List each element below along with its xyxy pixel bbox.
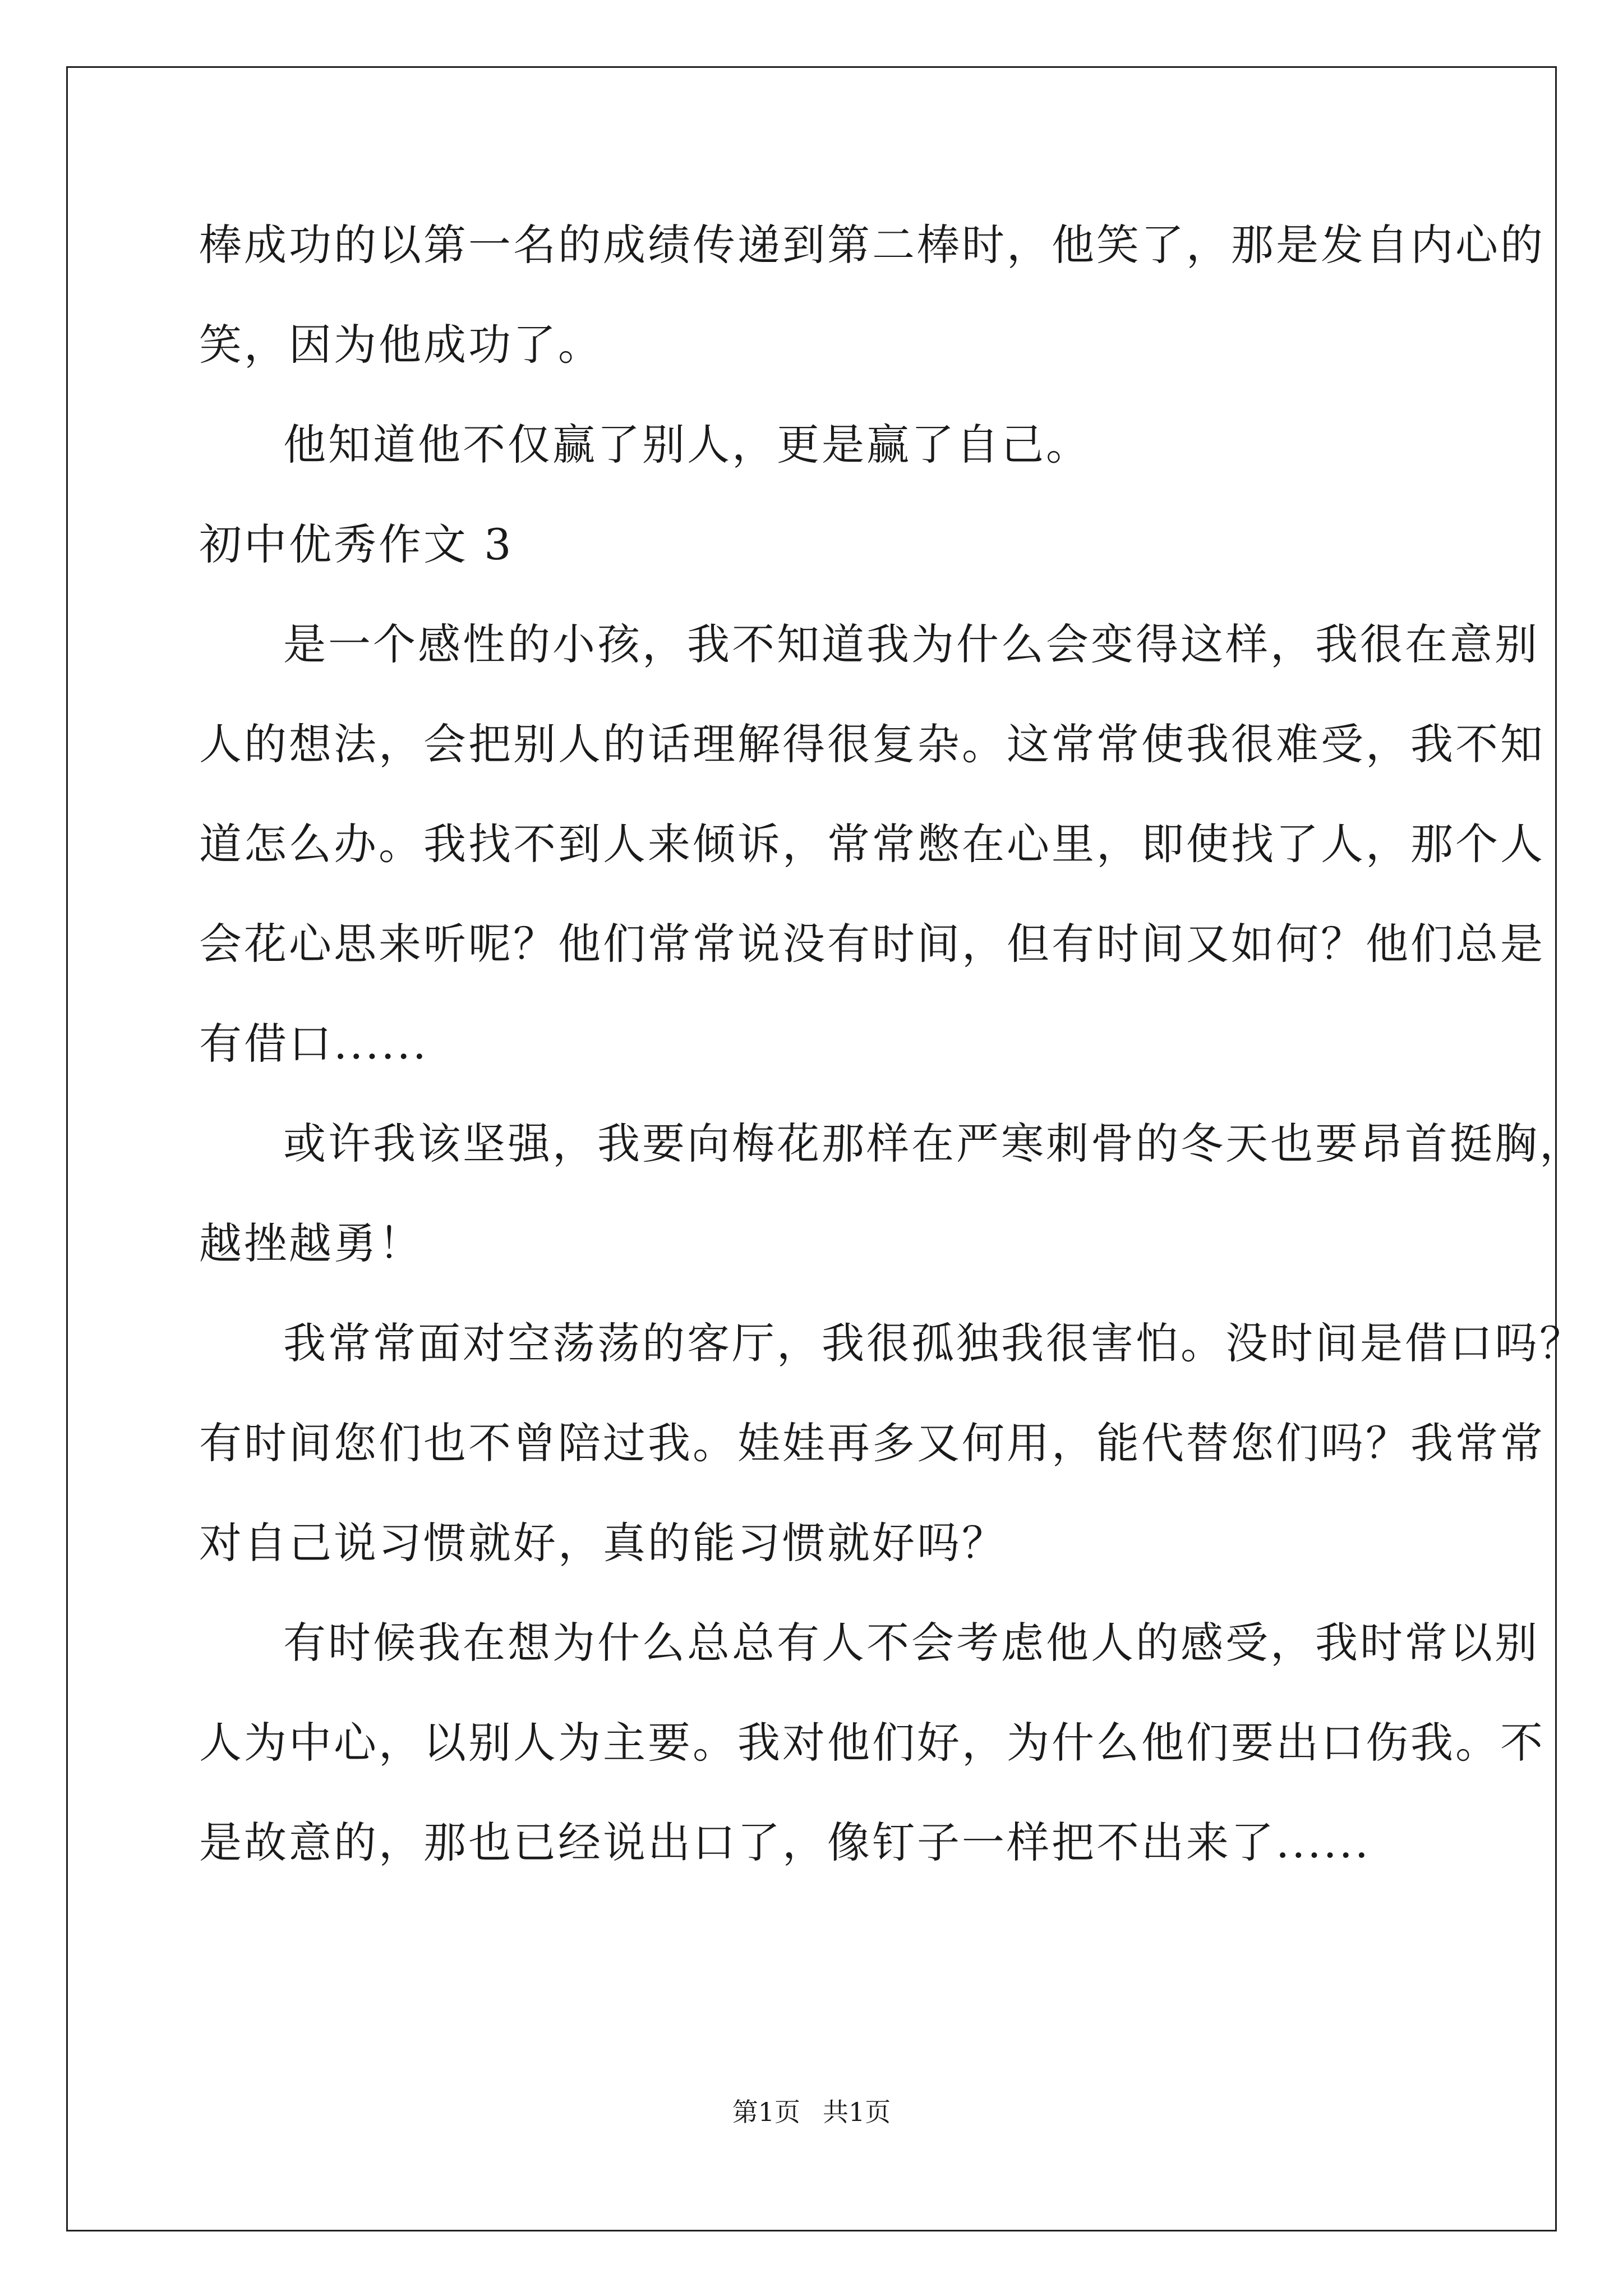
- paragraph-line: 棒成功的以第一名的成绩传递到第二棒时，他笑了，那是发自内心的: [199, 220, 1545, 270]
- paragraph-line: 是一个感性的小孩，我不知道我为什么会变得这样，我很在意别: [283, 619, 1539, 669]
- paragraph-line: 越挫越勇！: [199, 1218, 423, 1268]
- paragraph-line: 对自己说习惯就好，真的能习惯就好吗？: [199, 1518, 1007, 1568]
- document-body: [199, 209, 1584, 1906]
- page-footer: [0, 2095, 1623, 2129]
- paragraph-line: 道怎么办。我找不到人来倾诉，常常憋在心里，即使找了人，那个人: [199, 819, 1545, 869]
- page-number: 第1页: [732, 2097, 800, 2127]
- paragraph-line: 我常常面对空荡荡的客厅，我很孤独我很害怕。没时间是借口吗？: [283, 1318, 1584, 1368]
- paragraph-line: 有时间您们也不曾陪过我。娃娃再多又何用，能代替您们吗？我常常: [199, 1418, 1545, 1468]
- paragraph-line: 人为中心，以别人为主要。我对他们好，为什么他们要出口伤我。不: [199, 1718, 1545, 1768]
- paragraph-line: 或许我该坚强，我要向梅花那样在严寒刺骨的冬天也要昂首挺胸，: [283, 1119, 1584, 1168]
- paragraph-line: 是故意的，那也已经说出口了，像钉子一样把不出来了......: [199, 1818, 1371, 1867]
- paragraph-line: 笑，因为他成功了。: [199, 320, 603, 370]
- paragraph-line: 会花心思来听呢？他们常常说没有时间，但有时间又如何？他们总是: [199, 919, 1545, 969]
- paragraph-line: 他知道他不仅赢了别人，更是赢了自己。: [283, 420, 1091, 470]
- paragraph-line: 人的想法，会把别人的话理解得很复杂。这常常使我很难受，我不知: [199, 719, 1545, 769]
- section-heading: 初中优秀作文 3: [199, 519, 514, 569]
- paragraph-line: 有借口......: [199, 1019, 428, 1069]
- paragraph-line: 有时候我在想为什么总总有人不会考虑他人的感受，我时常以别: [283, 1618, 1539, 1668]
- page-total: 共1页: [823, 2097, 891, 2127]
